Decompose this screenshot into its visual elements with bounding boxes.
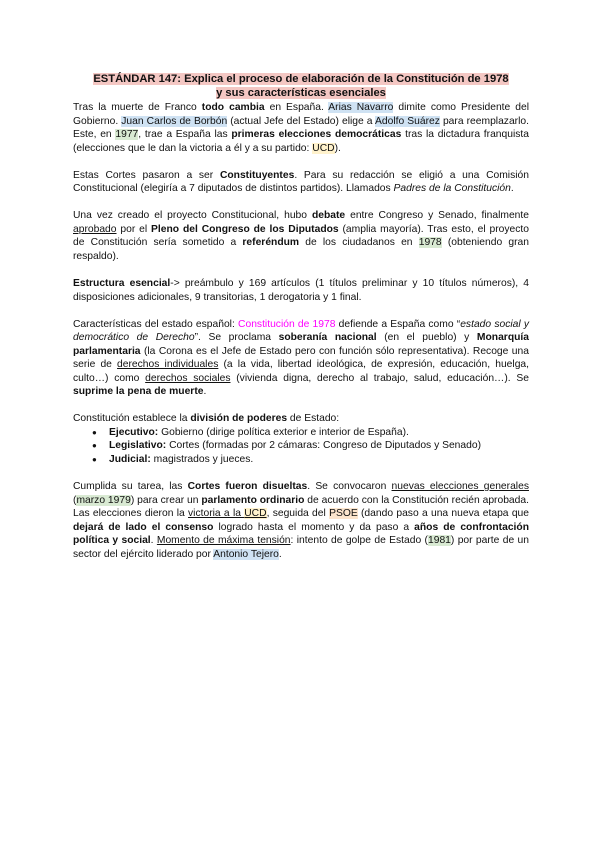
paragraph-division-poderes: Constitución establece la división de poderes de Estado:: [73, 413, 340, 425]
highlight-1978: 1978: [418, 237, 442, 249]
highlight-1977: 1977: [115, 129, 139, 141]
highlight-antonio-tejero: Antonio Tejero: [213, 548, 279, 560]
highlight-adolfo-suarez: Adolfo Suárez: [375, 115, 440, 127]
highlight-arias-navarro: Arias Navarro: [328, 102, 394, 113]
title-line-2: y sus características esenciales: [216, 87, 386, 99]
title-line-1: ESTÁNDAR 147: Explica el proceso de elaboración de la Constitución de 1978: [93, 73, 509, 85]
paragraph-caracteristicas: Características del estado español: Constitución de 1978 defiende a España como “estado social y democrático de Derecho”. Se proclama soberanía nacional (en el pueblo) y Monarquía parlamentaria (la Corona es el Jefe de Estado pero con función sólo representativa). Recoge una serie de derechos individuales (a la vida, libertad ideológica, de expresión, educación, huelga, culto…) como derechos sociales (vivienda digna, derecho al trabajo, salud, educación…). Se suprime la pena de muerte.: [73, 318, 530, 398]
list-item: ● Judicial: magistrados y jueces.: [109, 453, 529, 467]
highlight-psoe: PSOE: [329, 508, 358, 520]
pink-constitucion-1978: Constitución de 1978: [238, 318, 336, 330]
paragraph-debate: Una vez creado el proyecto Constitucional, hubo debate entre Congreso y Senado, finalmente aprobado por el Pleno del Congreso de los Diputados (amplia mayoría). Tras esto, el proyecto de Constitución sería sometido a referéndum de los ciudadanos en 1978 (obteniendo gran respaldo).: [73, 210, 529, 262]
paragraph-estructura: Estructura esencial-> preámbulo y 169 artículos (1 títulos preliminar y 10 títulos números), 4 disposiciones adicionales, 9 transitorias, 1 derogatoria y 1 final.: [73, 277, 529, 303]
paragraph-intro: Tras la muerte de Franco todo cambia en España. Arias Navarro dimite como Presidente del Gobierno. Juan Carlos de Borbón (actual Jefe del Estado) elige a Adolfo Suárez para reemplazarlo. Este, en 1977, trae a España las primeras elecciones democráticas tras la dictadura franquista (elecciones que le dan la victoria a él y a su partido: UCD).: [73, 102, 530, 154]
highlight-ucd: UCD: [312, 142, 335, 154]
paragraph-constituyentes: Estas Cortes pasaron a ser Constituyentes. Para su redacción se eligió a una Comisión Constitucional (elegiría a 7 diputados de distintos partidos). Llamados Padres de la Constitución.: [73, 169, 529, 195]
document-body: [73, 72, 529, 575]
list-item: ● Ejecutivo: Gobierno (dirige política exterior e interior de España).: [109, 426, 529, 440]
highlight-1981: 1981: [428, 535, 451, 547]
page-title: [73, 72, 529, 100]
paragraph-cortes-disueltas: Cumplida su tarea, las Cortes fueron disueltas. Se convocaron nuevas elecciones generales (marzo 1979) para crear un parlamento ordinario de acuerdo con la Constitución recién aprobada. Las elecciones dieron la victoria a la UCD, seguida del PSOE (dando paso a una nueva etapa que dejará de lado el consenso logrado hasta el momento y da paso a años de confrontación política y social. Momento de máxima tensión: intento de golpe de Estado (1981) por parte de un sector del ejército liderado por Antonio Tejero.: [73, 481, 529, 560]
highlight-juan-carlos: Juan Carlos de Borbón: [121, 115, 228, 127]
list-item: ● Legislativo: Cortes (formadas por 2 cámaras: Congreso de Diputados y Senado): [109, 439, 529, 453]
powers-list: [73, 426, 529, 467]
highlight-marzo-1979: marzo 1979: [76, 494, 131, 506]
highlight-ucd-2: UCD: [244, 508, 267, 520]
